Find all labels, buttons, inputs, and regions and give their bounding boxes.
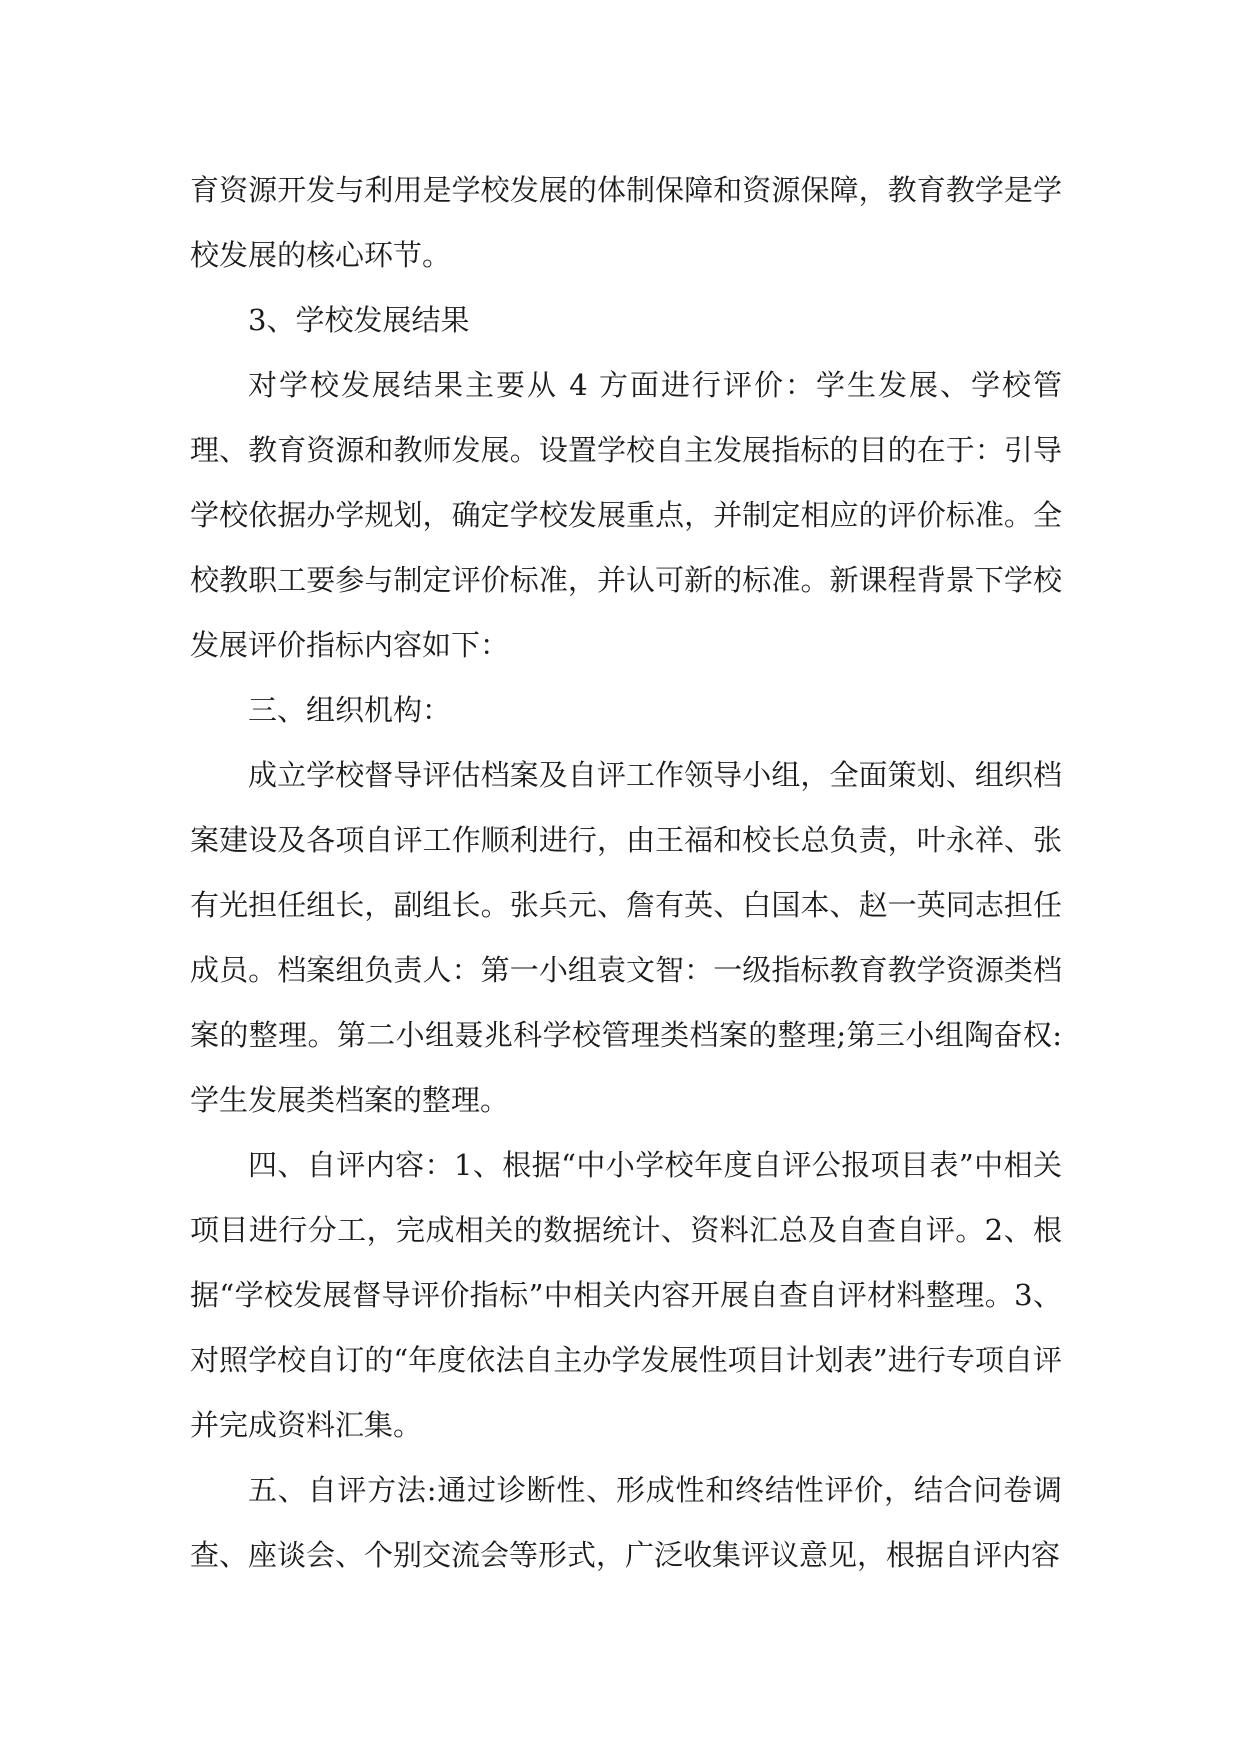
paragraph-self-evaluation-method: 五、自评方法:通过诊断性、形成性和终结性评价，结合问卷调查、座谈会、个别交流会等形式，广泛收集评议意见，根据自评内容 bbox=[190, 1473, 1062, 1572]
paragraph-continuation: 育资源开发与利用是学校发展的体制保障和资源保障，教育教学是学校发展的核心环节。 bbox=[190, 173, 1062, 272]
section-heading-organization: 三、组织机构： bbox=[248, 693, 452, 727]
body-text bbox=[190, 158, 1062, 1588]
paragraph-results-evaluation: 对学校发展结果主要从 4 方面进行评价：学生发展、学校管理、教育资源和教师发展。设置学校自主发展指标的目的在于：引导学校依据办学规划，确定学校发展重点，并制定相应的评价标准。全校教职工要参与制定评价标准，并认可新的标准。新课程背景下学校发展评价指标内容如下： bbox=[190, 368, 1062, 662]
paragraph-self-evaluation-content: 四、自评内容：1、根据“中小学校年度自评公报项目表”中相关项目进行分工，完成相关的数据统计、资料汇总及自查自评。2、根据“学校发展督导评价指标”中相关内容开展自查自评材料整理。3、对照学校自订的“年度依法自主办学发展性项目计划表”进行专项自评并完成资料汇集。 bbox=[190, 1148, 1062, 1442]
paragraph-organization: 成立学校督导评估档案及自评工作领导小组，全面策划、组织档案建设及各项自评工作顺利进行，由王福和校长总负责，叶永祥、张有光担任组长，副组长。张兵元、詹有英、白国本、赵一英同志担任成员。档案组负责人：第一小组袁文智：一级指标教育教学资源类档案的整理。第二小组聂兆科学校管理类档案的整理;第三小组陶奋权:学生发展类档案的整理。 bbox=[190, 758, 1062, 1117]
paragraph-heading-results: 3、学校发展结果 bbox=[248, 303, 470, 337]
